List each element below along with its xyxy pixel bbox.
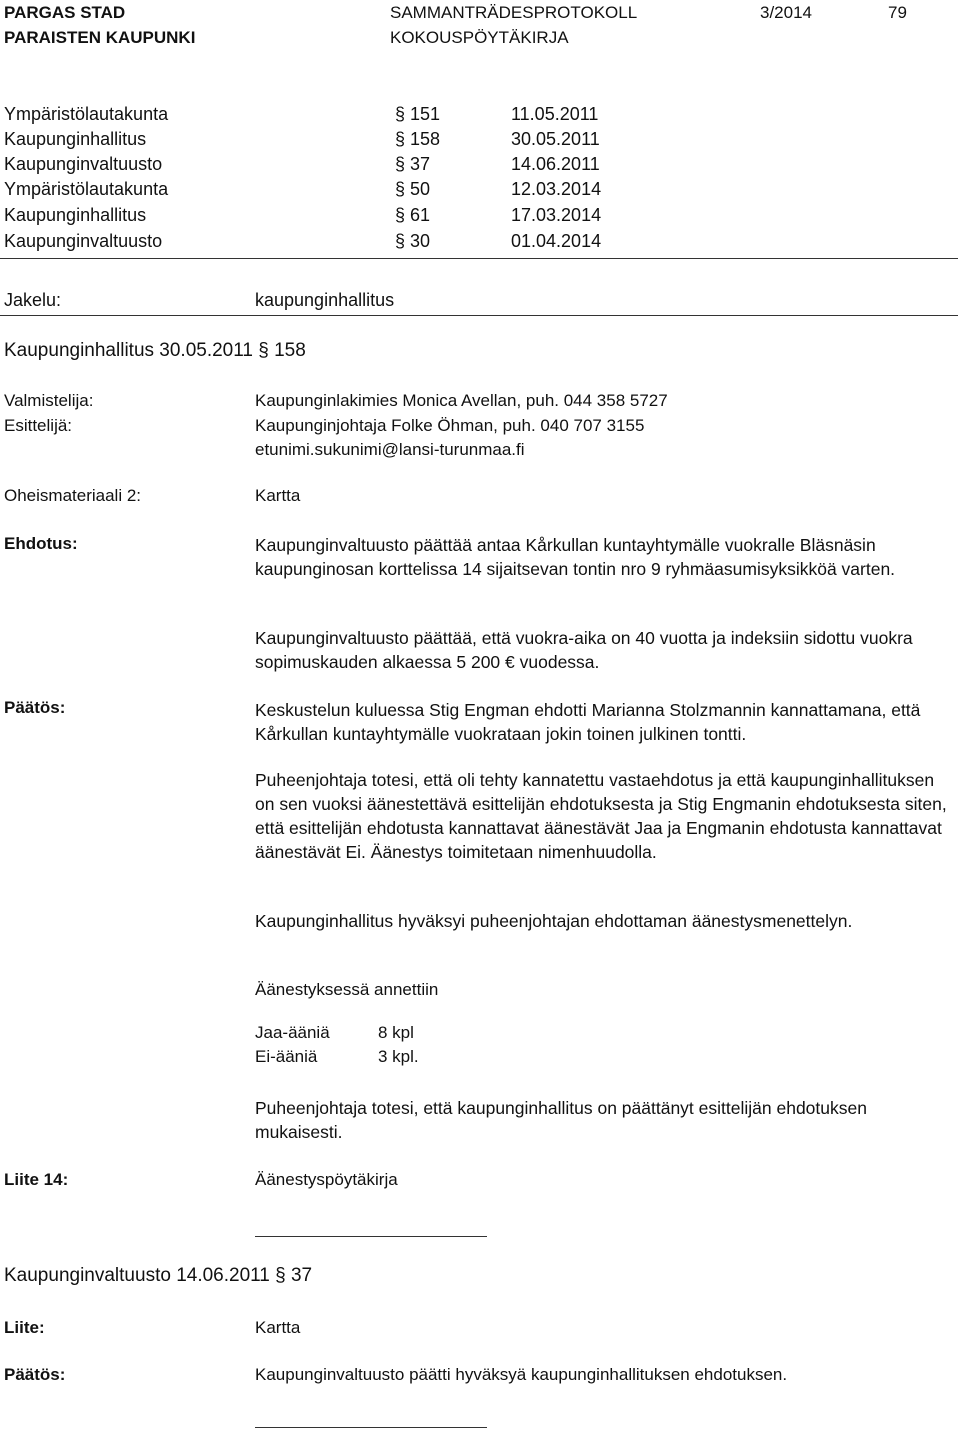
kv-section-heading: Kaupunginvaltuusto 14.06.2011 § 37 (4, 1265, 313, 1286)
org-name-sv: PARAISTEN KAUPUNKI (4, 28, 196, 47)
history-section: § 50 (395, 179, 431, 199)
section-divider (0, 315, 958, 316)
kv-liite-label: Liite: (4, 1318, 45, 1337)
kv-paatos-label: Päätös: (4, 1365, 66, 1384)
paatos-label: Päätös: (4, 698, 66, 717)
history-section: § 30 (395, 231, 431, 251)
section-end-line (255, 1236, 487, 1237)
liite-label: Liite 14: (4, 1170, 69, 1189)
kv-liite-value: Kartta (255, 1318, 301, 1337)
paatos-paragraph-4: Puheenjohtaja totesi, että kaupunginhallitus on päättänyt esittelijän ehdotuksen mukaisesti. (255, 1098, 867, 1142)
vote-intro: Äänestyksessä annettiin (255, 980, 439, 999)
history-section: § 158 (395, 129, 441, 149)
ehdotus-paragraph-1: Kaupunginvaltuusto päättää antaa Kårkullan kuntayhtymälle vuokralle Bläsnäsin kaupunginosan korttelissa 14 sijaitsevan tontin nro 9 ryhmäasumisyksikköä varten. (255, 535, 896, 579)
history-body: Kaupunginhallitus (4, 205, 147, 225)
history-date: 14.06.2011 (511, 154, 600, 174)
page-number: 79 (888, 3, 907, 22)
history-body: Ympäristölautakunta (4, 179, 169, 199)
email-link[interactable]: etunimi.sukunimi@lansi-turunmaa.fi (255, 440, 525, 459)
history-date: 12.03.2014 (511, 179, 602, 199)
history-date: 11.05.2011 (511, 104, 599, 124)
ei-label: Ei-ääniä (255, 1047, 318, 1066)
oheismateriaali-value: Kartta (255, 486, 301, 505)
esittelija-label: Esittelijä: (4, 416, 73, 435)
paatos-paragraph-1: Keskustelun kuluessa Stig Engman ehdotti Marianna Stolzmannin kannattamana, että Kårkullan kuntayhtymälle vuokrataan jokin toinen julkinen tontti. (255, 700, 921, 744)
jaa-value: 8 kpl (378, 1023, 414, 1042)
kh-section-heading: Kaupunginhallitus 30.05.2011 § 158 (4, 340, 306, 361)
history-section: § 37 (395, 154, 431, 174)
jakelu-label: Jakelu: (4, 290, 62, 310)
paatos-paragraph-3: Kaupunginhallitus hyväksyi puheenjohtajan ehdottaman äänestysmenettelyn. (255, 911, 853, 931)
liite-value: Äänestyspöytäkirja (255, 1170, 398, 1189)
history-date: 01.04.2014 (511, 231, 602, 251)
history-section: § 61 (395, 205, 431, 225)
issue-number: 3/2014 (760, 3, 812, 22)
history-divider (0, 258, 958, 259)
ei-value: 3 kpl. (378, 1047, 419, 1066)
history-body: Kaupunginhallitus (4, 129, 147, 149)
section-end-line (255, 1427, 487, 1428)
org-name-fi: PARGAS STAD (4, 3, 126, 22)
history-date: 30.05.2011 (511, 129, 600, 149)
jaa-label: Jaa-ääniä (255, 1023, 330, 1042)
valmistelija-label: Valmistelija: (4, 391, 94, 410)
ehdotus-paragraph-2: Kaupunginvaltuusto päättää, että vuokra-aika on 40 vuotta ja indeksiin sidottu vuokra sopimuskauden alkaessa 5 200 € vuodessa. (255, 628, 913, 672)
valmistelija-value: Kaupunginlakimies Monica Avellan, puh. 044 358 5727 (255, 391, 668, 410)
paatos-paragraph-2: Puheenjohtaja totesi, että oli tehty kannatettu vastaehdotus ja että kaupunginhallituksen on sen vuoksi äänestettävä esittelijän ehdotuksesta ja Stig Engmanin ehdotuksesta siten, että esittelijän ehdotusta kannattavat äänestävät Jaa ja Engmanin ehdotusta kannattavat äänestävät Ei. Äänestys toimitetaan nimenhuudolla. (255, 770, 947, 862)
jakelu-value: kaupunginhallitus (255, 290, 395, 310)
history-date: 17.03.2014 (511, 205, 602, 225)
ehdotus-label: Ehdotus: (4, 534, 78, 553)
kv-paatos-value: Kaupunginvaltuusto päätti hyväksyä kaupunginhallituksen ehdotuksen. (255, 1365, 788, 1384)
doc-type-2: KOKOUSPÖYTÄKIRJA (390, 28, 569, 47)
history-section: § 151 (395, 104, 441, 124)
doc-type-1: SAMMANTRÄDESPROTOKOLL (390, 3, 638, 22)
history-body: Kaupunginvaltuusto (4, 231, 163, 251)
history-body: Kaupunginvaltuusto (4, 154, 163, 174)
history-body: Ympäristölautakunta (4, 104, 169, 124)
esittelija-value: Kaupunginjohtaja Folke Öhman, puh. 040 707 3155 (255, 416, 645, 435)
oheismateriaali-label: Oheismateriaali 2: (4, 486, 142, 505)
